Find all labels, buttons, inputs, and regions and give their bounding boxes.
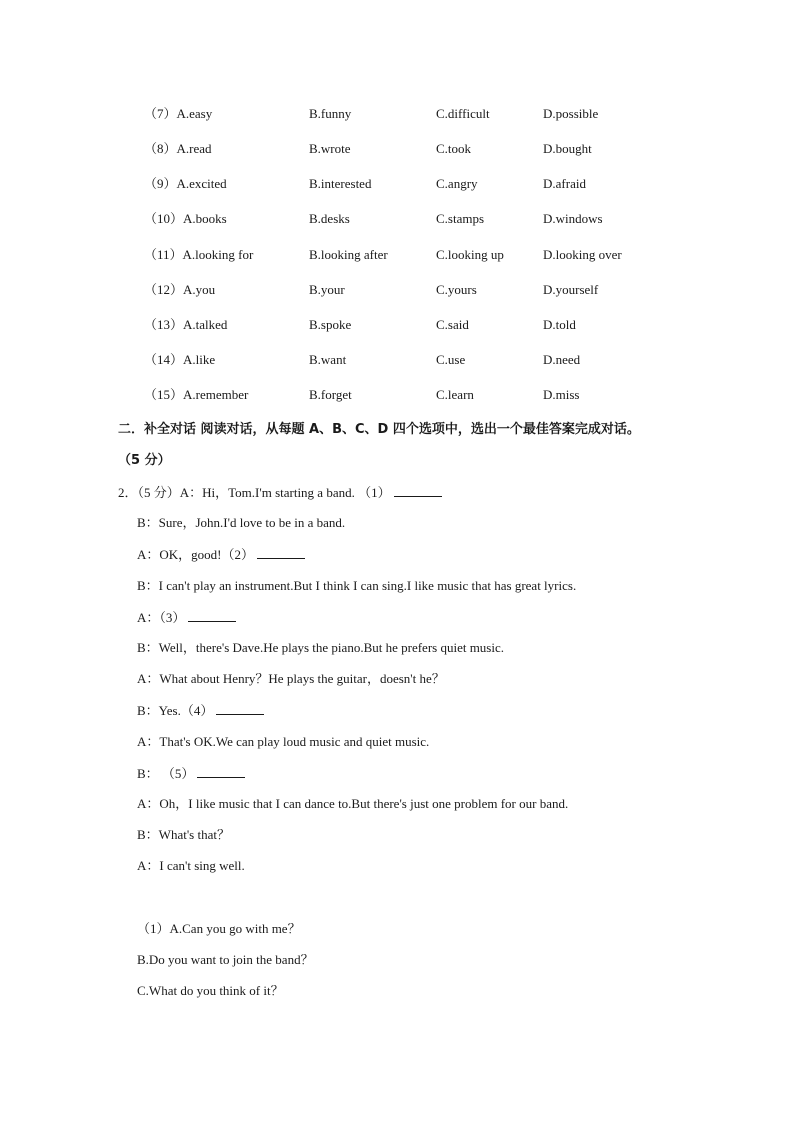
dialogue-line (137, 513, 345, 533)
dialogue-text: A：What about Henry？He plays the guitar，doesn't he？ (137, 671, 445, 686)
answer-blank (216, 700, 264, 715)
dialogue-text: B： （5） (137, 766, 195, 781)
option-a: （10）A.books (144, 211, 227, 226)
dialogue-line (137, 856, 245, 876)
option-d: D.told (543, 317, 576, 332)
option-row-14 (0, 350, 794, 370)
answer-option (137, 981, 284, 1001)
option-d: D.windows (543, 211, 603, 226)
option-b: B.spoke (309, 317, 352, 332)
answer-option (137, 950, 314, 970)
option-d: D.possible (543, 106, 599, 121)
dialogue-line (137, 794, 568, 814)
dialogue-line (137, 732, 429, 752)
option-d: D.afraid (543, 176, 586, 191)
dialogue-text: B：Yes.（4） (137, 703, 214, 718)
option-c: C.difficult (436, 106, 490, 121)
option-row-12 (0, 280, 794, 300)
option-c: C.took (436, 141, 472, 156)
dialogue-text: B：I can't play an instrument.But I think I can sing.I like music that has great lyrics. (137, 578, 577, 593)
answer-blank (257, 544, 305, 559)
option-b: B.interested (309, 176, 372, 191)
option-row-11 (0, 245, 794, 265)
option-c: C.looking up (436, 247, 504, 262)
answer-option-text: C.What do you think of it？ (137, 983, 284, 998)
option-a: （14）A.like (144, 352, 216, 367)
dialogue-text: B：Well，there's Dave.He plays the piano.But he prefers quiet music. (137, 640, 505, 655)
answer-blank (394, 482, 442, 497)
option-c: C.yours (436, 282, 477, 297)
option-row-8 (0, 139, 794, 159)
option-d: D.yourself (543, 282, 599, 297)
dialogue-text: B：What's that？ (137, 827, 230, 842)
option-a: （12）A.you (144, 282, 216, 297)
option-b: B.funny (309, 106, 352, 121)
option-row-13 (0, 315, 794, 335)
option-c: C.stamps (436, 211, 485, 226)
dialogue-text: A：I can't sing well. (137, 858, 245, 873)
answer-option-text: （1）A.Can you go with me？ (137, 921, 301, 936)
dialogue-text: B：Sure，John.I'd love to be in a band. (137, 515, 346, 530)
question-lead (118, 482, 442, 502)
option-a: （13）A.talked (144, 317, 228, 332)
option-b: B.looking after (309, 247, 388, 262)
dialogue-line (137, 607, 236, 627)
question-lead-text: 2．（5 分）A：Hi，Tom.I'm starting a band. （1） (118, 485, 391, 500)
option-row-9 (0, 174, 794, 194)
dialogue-line (137, 576, 576, 596)
option-b: B.forget (309, 387, 352, 402)
option-d: D.bought (543, 141, 592, 156)
option-row-7 (0, 104, 794, 124)
option-d: D.looking over (543, 247, 622, 262)
dialogue-line (137, 700, 264, 720)
option-d: D.need (543, 352, 581, 367)
dialogue-text: A：（3） (137, 610, 186, 625)
option-c: C.angry (436, 176, 478, 191)
answer-blank (188, 607, 236, 622)
option-row-10 (0, 209, 794, 229)
option-b: B.your (309, 282, 345, 297)
answer-option (137, 919, 301, 939)
option-b: B.wrote (309, 141, 351, 156)
dialogue-text: A：OK，good!（2） (137, 547, 254, 562)
answer-blank (197, 763, 245, 778)
dialogue-text: A：Oh，I like music that I can dance to.But there's just one problem for our band. (137, 796, 569, 811)
option-row-15 (0, 385, 794, 405)
option-a: （8）A.read (144, 141, 212, 156)
option-b: B.want (309, 352, 347, 367)
dialogue-line (137, 544, 305, 564)
dialogue-text: A：That's OK.We can play loud music and quiet music. (137, 734, 430, 749)
option-c: C.learn (436, 387, 474, 402)
dialogue-line (137, 763, 245, 783)
dialogue-line (137, 669, 445, 689)
option-a: （7）A.easy (144, 106, 213, 121)
dialogue-line (137, 825, 230, 845)
option-b: B.desks (309, 211, 350, 226)
section-score: （5 分） (118, 453, 171, 468)
dialogue-line (137, 638, 504, 658)
section-heading: 二．补全对话 阅读对话，从每题 A、B、C、D 四个选项中，选出一个最佳答案完成对话。 (118, 422, 640, 437)
option-c: C.said (436, 317, 469, 332)
answer-option-text: B.Do you want to join the band？ (137, 952, 314, 967)
option-c: C.use (436, 352, 466, 367)
option-a: （15）A.remember (144, 387, 249, 402)
option-d: D.miss (543, 387, 580, 402)
option-a: （11）A.looking for (144, 247, 254, 262)
option-a: （9）A.excited (144, 176, 227, 191)
